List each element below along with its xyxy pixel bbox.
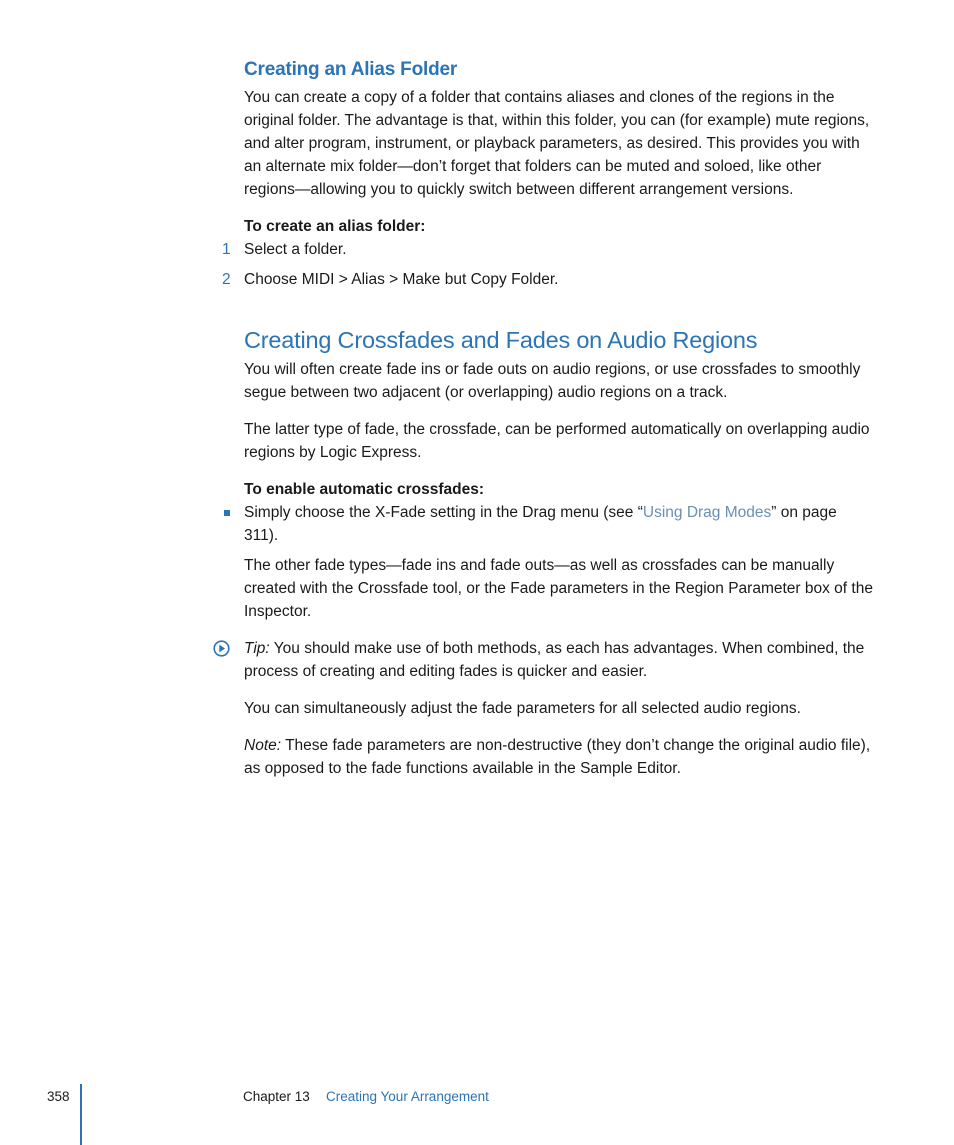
chapter-label: Chapter 13 — [243, 1089, 310, 1104]
note-label: Note: — [244, 737, 282, 754]
tip-text: You should make use of both methods, as each has advantages. When combined, the process of creating and editing fades is quicker and easier. — [244, 640, 865, 680]
crossfades-para-3: The other fade types—fade ins and fade outs—as well as crossfades can be manually created with the Crossfade tool, or the Fade parameters in the Region Parameter box of the Inspector. — [244, 557, 873, 620]
square-bullet-icon — [224, 510, 230, 516]
alias-step-2 — [222, 268, 874, 291]
crossfades-heading: Creating Crossfades and Fades on Audio Regions — [244, 327, 758, 353]
using-drag-modes-link[interactable]: Using Drag Modes — [642, 504, 772, 521]
step-number: 2 — [222, 271, 231, 288]
page-number: 358 — [47, 1089, 70, 1104]
tip-label: Tip: — [244, 640, 270, 657]
note-text: These fade parameters are non-destructive (they don’t change the original audio file), as opposed to the fade functions available in the Sample Editor. — [244, 737, 871, 777]
step-number: 1 — [222, 241, 231, 258]
step-text: Choose MIDI > Alias > Make but Copy Folder. — [244, 271, 559, 288]
page-content — [222, 58, 874, 780]
crossfades-para-1: You will often create fade ins or fade outs on audio regions, or use crossfades to smoothly segue between two adjacent (or overlapping) audio regions on a track. — [244, 361, 861, 401]
tip-block — [244, 637, 874, 683]
alias-step-1 — [222, 238, 874, 261]
crossfades-bullet-item — [244, 501, 874, 547]
tip-arrow-icon — [213, 640, 230, 657]
alias-folder-heading: Creating an Alias Folder — [244, 59, 458, 80]
chapter-title-link[interactable]: Creating Your Arrangement — [326, 1089, 489, 1104]
crossfades-para-4: You can simultaneously adjust the fade parameters for all selected audio regions. — [244, 700, 801, 717]
page-footer — [0, 1084, 954, 1145]
crossfades-para-2: The latter type of fade, the crossfade, can be performed automatically on overlapping audio regions by Logic Express. — [244, 421, 870, 461]
bullet-suffix: ” on page 311). — [244, 504, 837, 544]
note-block — [244, 734, 874, 780]
alias-folder-body: You can create a copy of a folder that contains aliases and clones of the regions in the original folder. The advantage is that, within this folder, you can (for example) mute regions, and alter program, instrument, or playback parameters, as desired. This provides you with an alternate mix folder—don’t forget that folders can be muted and soloed, like other regions—allowing you to quickly switch between different arrangement versions. — [244, 89, 870, 198]
alias-procedure-title: To create an alias folder: — [244, 218, 426, 235]
step-text: Select a folder. — [244, 241, 347, 258]
footer-divider — [80, 1084, 82, 1145]
crossfades-procedure-title: To enable automatic crossfades: — [244, 481, 485, 498]
bullet-prefix: Simply choose the X-Fade setting in the Drag menu (see “ — [244, 504, 643, 521]
